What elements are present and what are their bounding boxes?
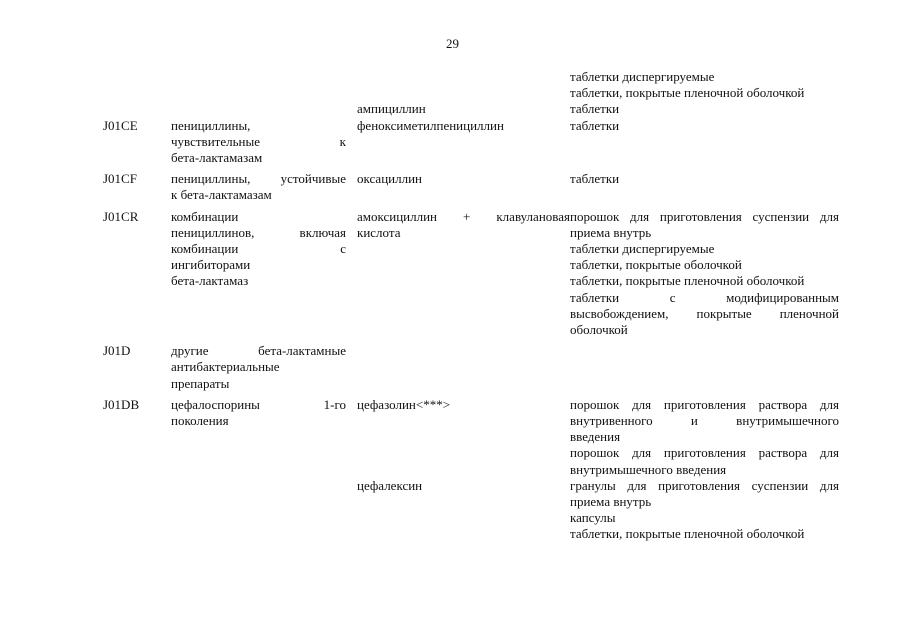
atc-code <box>103 101 171 117</box>
drug-name: ампициллин <box>357 101 426 117</box>
dosage-form: таблетки, покрытые пленочной оболочкой <box>570 85 805 101</box>
drug-name <box>350 343 570 392</box>
dosage-form: таблетки, покрытые пленочной оболочкой <box>570 273 805 289</box>
drug-classification-table <box>103 69 839 543</box>
atc-code: J01CR <box>103 208 139 224</box>
dosage-form: таблетки диспергируемые <box>570 241 715 257</box>
drug-name: амоксициллин + клавулановая кислота <box>357 208 570 240</box>
dosage-form: таблетки, покрытые оболочкой <box>570 257 742 273</box>
table-row <box>103 118 839 167</box>
dosage-forms <box>570 118 839 167</box>
dosage-form: высвобождением, покрытые пленочной <box>570 305 839 321</box>
table-row <box>103 171 839 203</box>
dosage-forms <box>570 397 839 478</box>
dosage-form: капсулы <box>570 510 616 526</box>
dosage-form: таблетки <box>570 171 620 187</box>
atc-code <box>103 478 171 543</box>
dosage-forms <box>570 101 839 117</box>
dosage-form: порошок для приготовления раствора для <box>570 445 839 461</box>
dosage-form: таблетки диспергируемые <box>570 69 715 84</box>
table-row <box>103 69 839 101</box>
table-row <box>103 101 839 117</box>
dosage-form: порошок для приготовления суспензии для <box>570 208 839 224</box>
dosage-form: таблетки <box>570 101 620 117</box>
table-row <box>103 343 839 392</box>
atc-code: J01DB <box>103 396 140 412</box>
group-name: пенициллины, чувствительные к бета-лактамазам <box>171 117 346 166</box>
table-row <box>103 478 839 543</box>
atc-code: J01D <box>103 343 131 359</box>
dosage-form: внутримышечного введения <box>570 461 727 477</box>
atc-code: J01CE <box>103 117 138 133</box>
table-row <box>103 209 839 339</box>
group-name <box>171 478 350 543</box>
drug-name: оксациллин <box>357 171 422 187</box>
dosage-form: порошок для приготовления раствора для <box>570 396 839 412</box>
drug-name <box>350 69 570 101</box>
page-number: 29 <box>446 36 459 51</box>
dosage-form: таблетки, покрытые пленочной оболочкой <box>570 526 805 542</box>
dosage-forms <box>570 343 839 392</box>
group-name: цефалоспорины 1-го поколения <box>171 396 346 429</box>
drug-name: цефазолин<***> <box>357 396 451 412</box>
dosage-forms <box>570 209 839 339</box>
dosage-form: оболочкой <box>570 322 628 338</box>
dosage-form: приема внутрь <box>570 224 652 240</box>
dosage-form: внутривенного и внутримышечного <box>570 413 839 429</box>
group-name: пенициллины, устойчивые к бета-лактамазам <box>171 171 346 203</box>
group-name: комбинации пенициллинов, включая комбинации с ингибиторами бета-лактамаз <box>171 208 346 289</box>
dosage-forms <box>570 478 839 543</box>
dosage-forms <box>570 171 839 203</box>
atc-code: J01CF <box>103 171 137 187</box>
dosage-form: гранулы для приготовления суспензии для <box>570 477 839 493</box>
group-name: другие бета-лактамные антибактериальные препараты <box>171 343 346 391</box>
dosage-form: приема внутрь <box>570 494 652 510</box>
dosage-forms <box>570 69 839 101</box>
drug-name: цефалексин <box>357 477 423 493</box>
dosage-form: введения <box>570 429 621 445</box>
table-row <box>103 397 839 478</box>
dosage-form: таблетки <box>570 117 620 133</box>
group-name <box>171 101 350 117</box>
group-name <box>171 69 350 101</box>
dosage-form: таблетки с модифицированным <box>570 289 839 305</box>
atc-code <box>103 69 171 101</box>
drug-name: феноксиметилпенициллин <box>357 117 504 133</box>
